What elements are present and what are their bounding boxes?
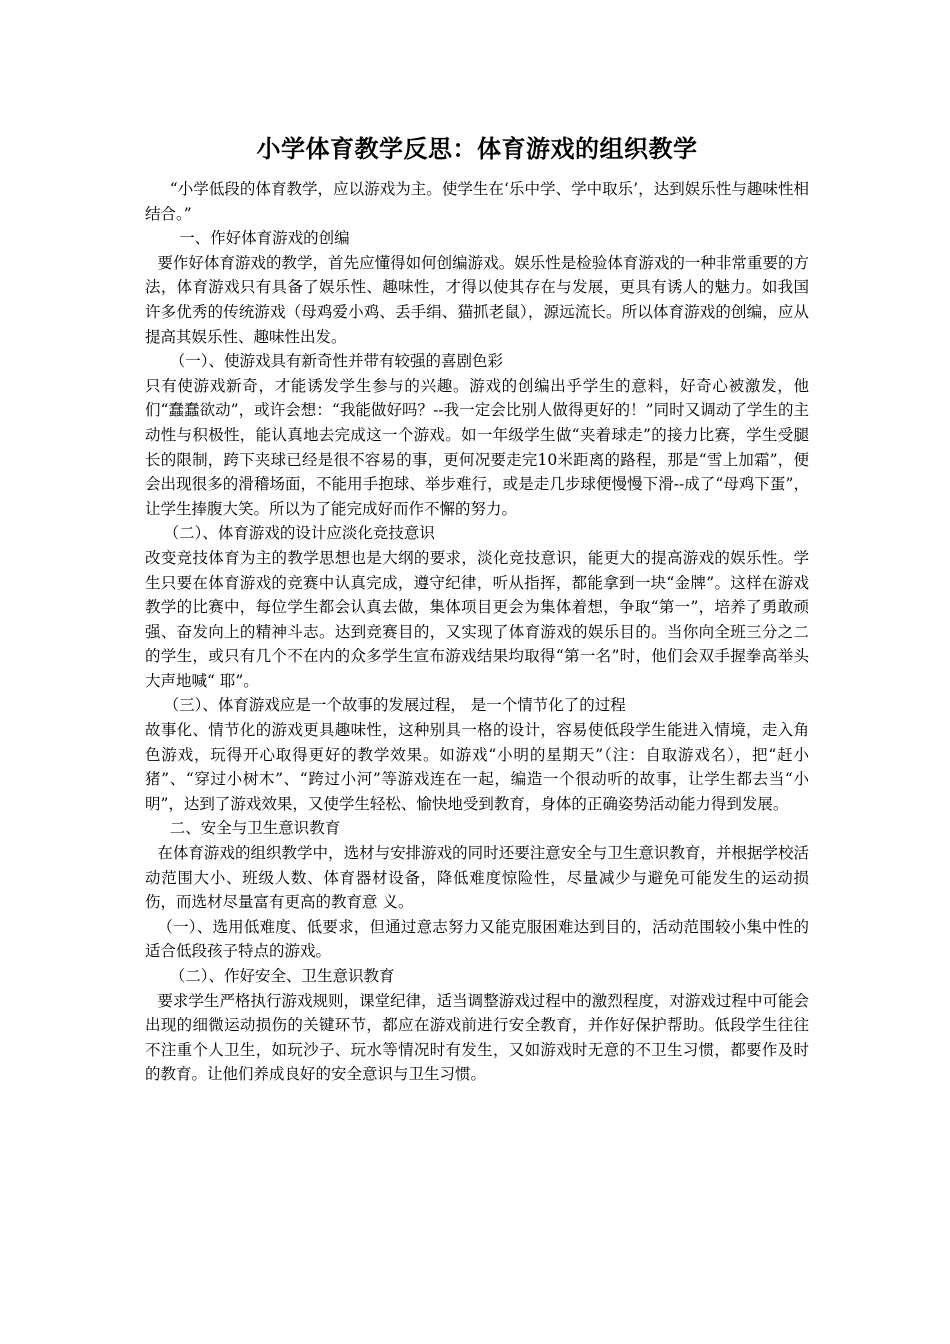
intro-quote-paragraph: “小学低段的体育教学，应以游戏为主。使学生在‘乐中学、学中取乐’，达到娱乐性与趣味性相结合。”	[145, 180, 809, 223]
section-2-body-paragraph: 在体育游戏的组织教学中，选材与安排游戏的同时还要注意安全与卫生意识教育，并根据学校活动范围大小、班级人数、体育器材设备，降低难度惊险性，尽量减少与避免可能发生的运动损伤，而选材尽量富有更高的教育意 义。	[145, 844, 809, 912]
subsection-1-1-body-paragraph: 只有使游戏新奇，才能诱发学生参与的兴趣。游戏的创编出乎学生的意料，好奇心被激发，他们“蠢蠢欲动”，或许会想：“我能做好吗？--我一定会比别人做得更好的！”同时又调动了学生的主动性与积极性，能认真地去完成这一个游戏。如一年级学生做“夹着球走”的接力比赛，学生受腿长的限制，跨下夹球已经是很不容易的事，更何况要走完10米距离的路程，那是“雪上加霜”，便会出现很多的滑稽场面，不能用手抱球、举步难行，或是走几步球便慢慢下滑--成了“母鸡下蛋”，让学生捧腹大笑。所以为了能完成好而作不懈的努力。	[145, 376, 809, 518]
section-1-body-paragraph: 要作好体育游戏的教学，首先应懂得如何创编游戏。娱乐性是检验体育游戏的一种非常重要的方法，体育游戏只有具备了娱乐性、趣味性，才得以使其存在与发展，更具有诱人的魅力。如我国许多优秀的传统游戏（母鸡爱小鸡、丢手绢、猫抓老鼠），源远流长。所以体育游戏的创编，应从提高其娱乐性、趣味性出发。	[145, 253, 809, 346]
subsection-heading-1-3: （三）、体育游戏应是一个故事的发展过程， 是一个情节化了的过程	[163, 696, 626, 715]
section-heading-2: 二、安全与卫生意识教育	[169, 819, 341, 838]
subsection-heading-1-2: （二）、体育游戏的设计应淡化竞技意识	[163, 524, 435, 543]
subsection-1-3-body-paragraph: 故事化、情节化的游戏更具趣味性，这种别具一格的设计，容易使低段学生能进入情境，走入角色游戏，玩得开心取得更好的教学效果。如游戏“小明的星期天”（注：自取游戏名），把“赶小猪”、“穿过小树木”、“跨过小河”等游戏连在一起，编造一个很动听的故事，让学生都去当“小明”，达到了游戏效果，又使学生轻松、愉快地受到教育，身体的正确姿势活动能力得到发展。	[145, 721, 809, 813]
subsection-heading-2-2: （二）、作好安全、卫生意识教育	[169, 967, 395, 985]
document-title: 小学体育教学反思：体育游戏的组织教学	[256, 134, 698, 163]
document-body	[145, 133, 809, 1087]
subsection-heading-1-1: （一）、使游戏具有新奇性并带有较强的喜剧色彩	[169, 352, 504, 371]
subsection-2-2-body-paragraph: 要求学生严格执行游戏规则，课堂纪律，适当调整游戏过程中的激烈程度，对游戏过程中可能会出现的细微运动损伤的关键环节，都应在游戏前进行安全教育，并作好保护帮助。低段学生往往不注重个人卫生，如玩沙子、玩水等情况时有发生，又如游戏时无意的不卫生习惯，都要作及时的教育。让他们养成良好的安全意识与卫生习惯。	[145, 991, 809, 1084]
section-heading-1: 一、作好体育游戏的创编	[179, 229, 350, 248]
subsection-1-2-body-paragraph: 改变竞技体育为主的教学思想也是大纲的要求，淡化竞技意识，能更大的提高游戏的娱乐性。学生只要在体育游戏的竞赛中认真完成，遵守纪律，听从指挥，都能拿到一块“金牌”。这样在游戏教学的比赛中，每位学生都会认真去做，集体项目更会为集体着想，争取“第一”，培养了勇敢顽强、奋发向上的精神斗志。达到竞赛目的，又实现了体育游戏的娱乐目的。当你向全班三分之二的学生，或只有几个不在内的众多学生宣布游戏结果均取得“第一名”时，他们会双手握拳高举头大声地喊“ 耶”。	[145, 548, 809, 690]
subsection-2-1-paragraph: （一）、选用低难度、低要求，但通过意志努力又能克服困难达到目的，活动范围较小集中性的适合低段孩子特点的游戏。	[145, 917, 809, 961]
